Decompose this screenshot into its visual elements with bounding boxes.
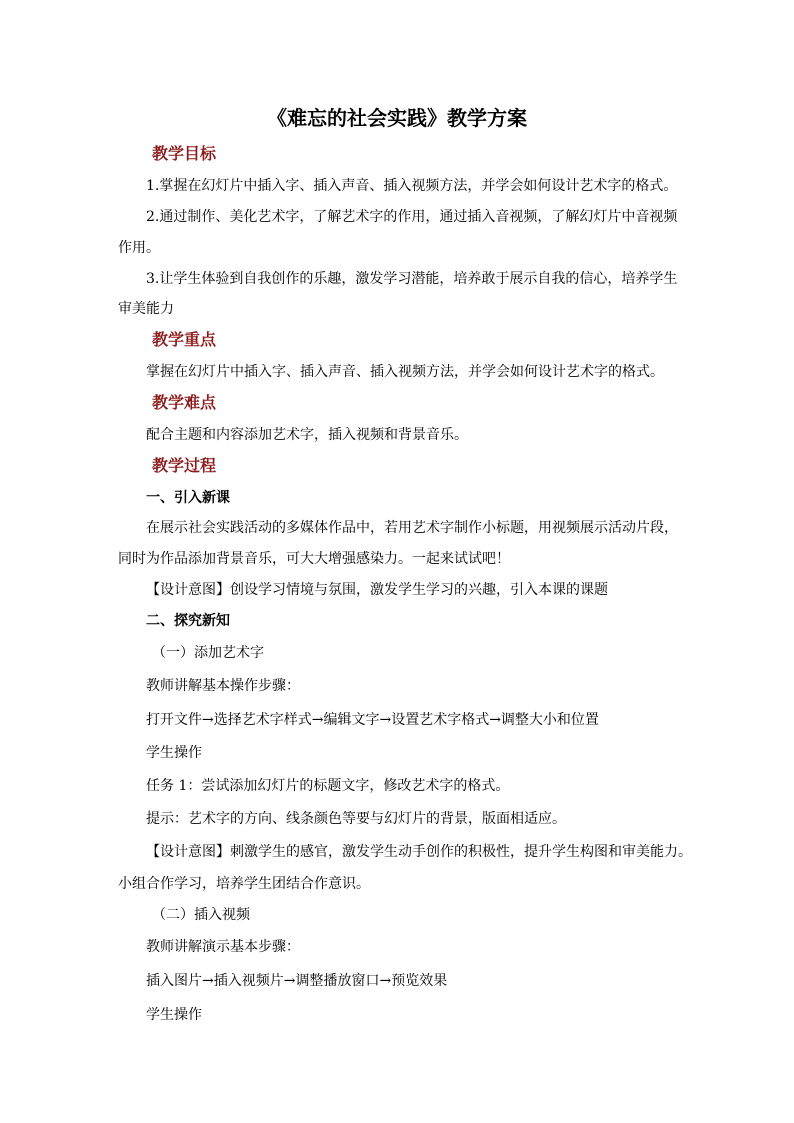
section1-student: 学生操作: [146, 745, 202, 761]
section1-title: （一）添加艺术字: [152, 645, 264, 661]
process-heading: 教学过程: [152, 456, 217, 475]
key-points-heading: 教学重点: [152, 330, 217, 349]
section2-title: （二）插入视频: [152, 907, 250, 923]
part1-para-line-2: 同时为作品添加背景音乐，可大大增强感染力。一起来试试吧！: [118, 551, 510, 567]
section2-steps: 插入图片→插入视频片→调整播放窗口→预览效果: [146, 973, 448, 989]
objective-item-3-line-2: 审美能力: [118, 301, 174, 317]
objectives-heading: 教学目标: [152, 144, 217, 163]
part1-para-line-1: 在展示社会实践活动的多媒体作品中，若用艺术字制作小标题，用视频展示活动片段，: [146, 520, 678, 536]
part1-heading: 一、引入新课: [146, 490, 230, 506]
difficulties-text: 配合主题和内容添加艺术字，插入视频和背景音乐。: [146, 427, 468, 443]
difficulties-heading: 教学难点: [152, 393, 217, 412]
section1-task: 任务 1：尝试添加幻灯片的标题文字，修改艺术字的格式。: [146, 778, 510, 794]
section2-teacher: 教师讲解演示基本步骤：: [146, 939, 300, 955]
objective-item-2-line-2: 作用。: [118, 240, 160, 256]
key-points-text: 掌握在幻灯片中插入字、插入声音、插入视频方法，并学会如何设计艺术字的格式。: [146, 364, 664, 380]
section1-design-line-1: 【设计意图】刺激学生的感官，激发学生动手创作的积极性，提升学生构图和审美能力。: [146, 844, 692, 860]
part2-heading: 二、探究新知: [146, 613, 230, 629]
section1-teacher: 教师讲解基本操作步骤：: [146, 678, 300, 694]
part1-design-intent: 【设计意图】创设学习情境与氛围，激发学生学习的兴趣，引入本课的课题: [146, 582, 608, 598]
section2-student: 学生操作: [146, 1007, 202, 1023]
section1-steps: 打开文件→选择艺术字样式→编辑文字→设置艺术字格式→调整大小和位置: [146, 712, 599, 728]
document-title: 《难忘的社会实践》教学方案: [267, 106, 527, 130]
objective-item-2-line-1: 2.通过制作、美化艺术字，了解艺术字的作用，通过插入音视频，了解幻灯片中音视频: [146, 209, 678, 225]
objective-item-1: 1.掌握在幻灯片中插入字、插入声音、插入视频方法，并学会如何设计艺术字的格式。: [146, 178, 678, 194]
section1-design-line-2: 小组合作学习，培养学生团结合作意识。: [118, 876, 370, 892]
objective-item-3-line-1: 3.让学生体验到自我创作的乐趣，激发学习潜能，培养敢于展示自我的信心，培养学生: [146, 271, 678, 287]
section1-tip: 提示：艺术字的方向、线条颜色等要与幻灯片的背景，版面相适应。: [146, 811, 566, 827]
